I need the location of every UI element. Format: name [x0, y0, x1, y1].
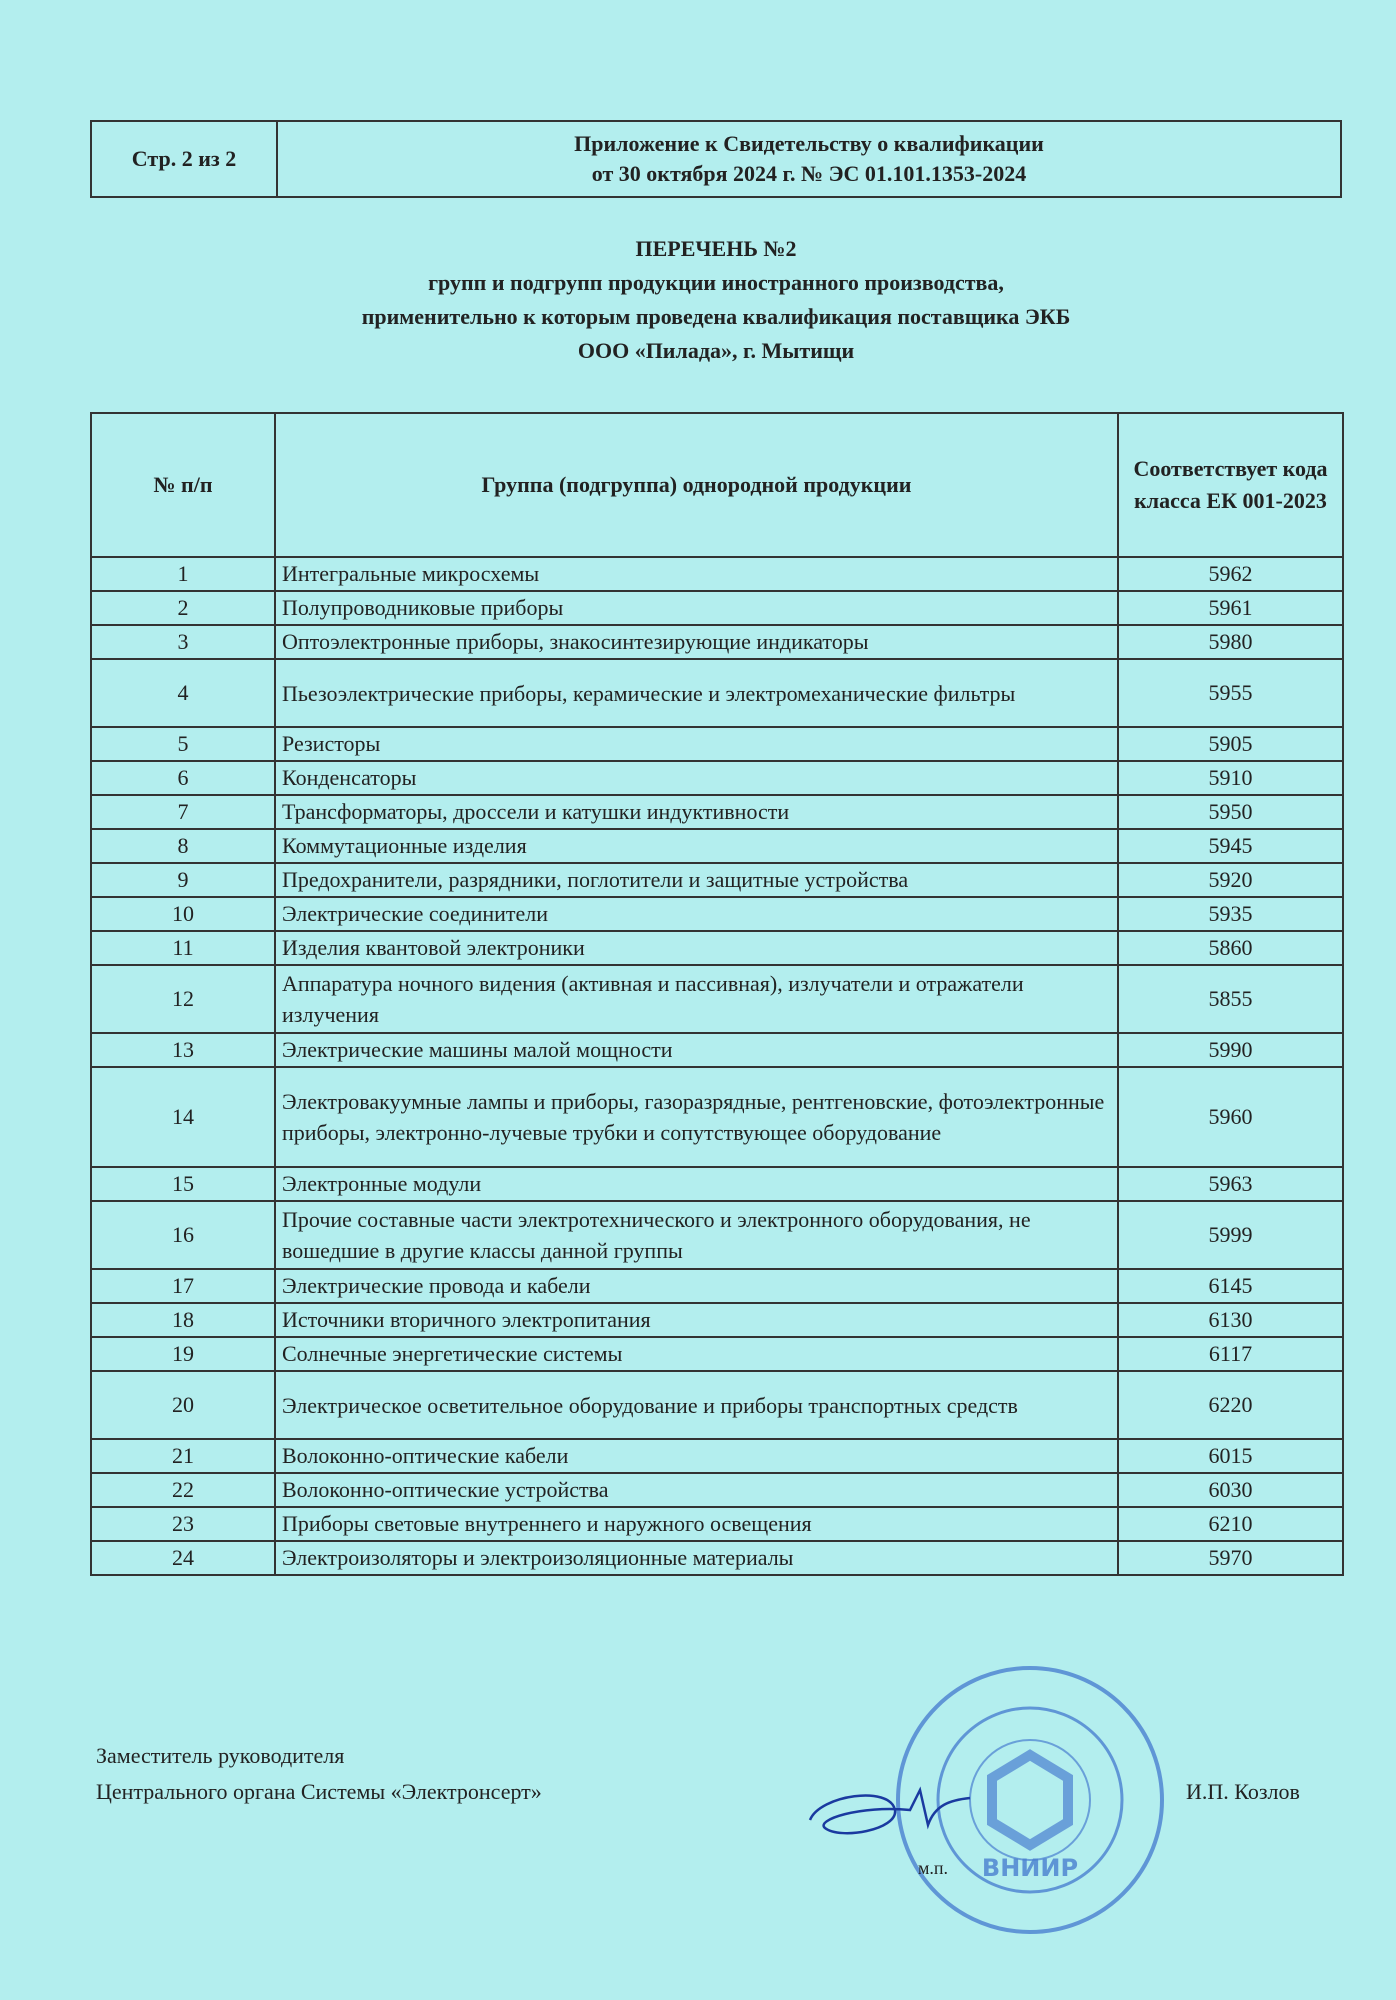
- row-number: 1: [91, 557, 275, 591]
- row-class-code: 5905: [1118, 727, 1343, 761]
- row-class-code: 5970: [1118, 1541, 1343, 1575]
- header-code-text: Соответствует кода класса ЕК 001-2023: [1133, 456, 1328, 513]
- table-row: [91, 1473, 1343, 1507]
- table-row: [91, 659, 1343, 727]
- row-number: 19: [91, 1337, 275, 1371]
- row-class-code: 6117: [1118, 1337, 1343, 1371]
- row-class-code: 5980: [1118, 625, 1343, 659]
- row-class-code: 6015: [1118, 1439, 1343, 1473]
- row-product-group: Волоконно-оптические кабели: [275, 1439, 1118, 1473]
- seal-label: ВНИИР: [981, 1854, 1079, 1882]
- row-class-code: 5950: [1118, 795, 1343, 829]
- row-number: 5: [91, 727, 275, 761]
- row-number: 12: [91, 965, 275, 1033]
- table-row: [91, 1201, 1343, 1269]
- signer-name: И.П. Козлов: [1186, 1779, 1300, 1804]
- table-row: [91, 1269, 1343, 1303]
- row-number: 14: [91, 1067, 275, 1167]
- row-product-group: Электрические соединители: [275, 897, 1118, 931]
- row-class-code: 5910: [1118, 761, 1343, 795]
- row-product-group: Электроизоляторы и электроизоляционные материалы: [275, 1541, 1118, 1575]
- row-class-code: 6210: [1118, 1507, 1343, 1541]
- row-class-code: 5962: [1118, 557, 1343, 591]
- table-body: [91, 557, 1343, 1575]
- row-number: 22: [91, 1473, 275, 1507]
- row-product-group: Электровакуумные лампы и приборы, газоразрядные, рентгеновские, фотоэлектронные приборы, электронно-лучевые трубки и сопутствующее оборудование: [275, 1067, 1118, 1167]
- row-product-group: Приборы световые внутреннего и наружного освещения: [275, 1507, 1118, 1541]
- row-number: 4: [91, 659, 275, 727]
- row-number: 18: [91, 1303, 275, 1337]
- table-row: [91, 1541, 1343, 1575]
- row-product-group: Интегральные микросхемы: [275, 557, 1118, 591]
- row-product-group: Изделия квантовой электроники: [275, 931, 1118, 965]
- row-class-code: 6030: [1118, 1473, 1343, 1507]
- row-product-group: Источники вторичного электропитания: [275, 1303, 1118, 1337]
- row-number: 6: [91, 761, 275, 795]
- header-num: № п/п: [91, 413, 275, 557]
- row-number: 2: [91, 591, 275, 625]
- header-code: [1118, 413, 1343, 557]
- table-row: [91, 1303, 1343, 1337]
- row-product-group: Электрические провода и кабели: [275, 1269, 1118, 1303]
- row-product-group: Предохранители, разрядники, поглотители и защитные устройства: [275, 863, 1118, 897]
- table-row: [91, 1167, 1343, 1201]
- row-product-group: Аппаратура ночного видения (активная и пассивная), излучатели и отражатели излучения: [275, 965, 1118, 1033]
- row-class-code: 5945: [1118, 829, 1343, 863]
- row-product-group: Электрическое осветительное оборудование и приборы транспортных средств: [275, 1371, 1118, 1439]
- row-class-code: 5920: [1118, 863, 1343, 897]
- row-class-code: 5955: [1118, 659, 1343, 727]
- row-class-code: 6145: [1118, 1269, 1343, 1303]
- row-number: 23: [91, 1507, 275, 1541]
- row-number: 17: [91, 1269, 275, 1303]
- list-title-line3: применительно к которым проведена квалификация поставщика ЭКБ: [361, 304, 1071, 329]
- row-class-code: 5990: [1118, 1033, 1343, 1067]
- row-number: 24: [91, 1541, 275, 1575]
- table-row: [91, 1439, 1343, 1473]
- table-row: [91, 625, 1343, 659]
- row-class-code: 5961: [1118, 591, 1343, 625]
- row-number: 9: [91, 863, 275, 897]
- product-groups-table: [90, 412, 1344, 1576]
- list-title-line1: ПЕРЕЧЕНЬ №2: [635, 236, 797, 261]
- row-product-group: Оптоэлектронные приборы, знакосинтезирующие индикаторы: [275, 625, 1118, 659]
- signer-position: [96, 1738, 542, 1810]
- signer-position-line1: Заместитель руководителя: [96, 1743, 345, 1768]
- list-title: [90, 232, 1342, 368]
- table-row: [91, 1371, 1343, 1439]
- row-number: 15: [91, 1167, 275, 1201]
- table-row: [91, 829, 1343, 863]
- handwritten-signature: [800, 1770, 980, 1860]
- table-row: [91, 897, 1343, 931]
- table-row: [91, 1067, 1343, 1167]
- row-class-code: 5935: [1118, 897, 1343, 931]
- table-row: [91, 1507, 1343, 1541]
- row-number: 7: [91, 795, 275, 829]
- row-number: 20: [91, 1371, 275, 1439]
- row-product-group: Конденсаторы: [275, 761, 1118, 795]
- row-class-code: 5999: [1118, 1201, 1343, 1269]
- row-product-group: Трансформаторы, дроссели и катушки индуктивности: [275, 795, 1118, 829]
- row-number: 10: [91, 897, 275, 931]
- table-row: [91, 1033, 1343, 1067]
- row-product-group: Коммутационные изделия: [275, 829, 1118, 863]
- table-row: [91, 795, 1343, 829]
- row-class-code: 5860: [1118, 931, 1343, 965]
- row-class-code: 5855: [1118, 965, 1343, 1033]
- row-class-code: 6130: [1118, 1303, 1343, 1337]
- appendix-title-line2: от 30 октября 2024 г. № ЭС 01.101.1353-2024: [591, 161, 1027, 186]
- row-number: 13: [91, 1033, 275, 1067]
- list-title-line4: ООО «Пилада», г. Мытищи: [577, 338, 855, 363]
- row-class-code: 5960: [1118, 1067, 1343, 1167]
- table-row: [91, 863, 1343, 897]
- row-class-code: 5963: [1118, 1167, 1343, 1201]
- row-product-group: Прочие составные части электротехнического и электронного оборудования, не вошедшие в другие классы данной группы: [275, 1201, 1118, 1269]
- row-number: 8: [91, 829, 275, 863]
- seal-place-label: м.п.: [918, 1858, 949, 1878]
- row-product-group: Электрические машины малой мощности: [275, 1033, 1118, 1067]
- table-row: [91, 761, 1343, 795]
- row-product-group: Солнечные энергетические системы: [275, 1337, 1118, 1371]
- row-number: 3: [91, 625, 275, 659]
- row-product-group: Электронные модули: [275, 1167, 1118, 1201]
- row-product-group: Волоконно-оптические устройства: [275, 1473, 1118, 1507]
- table-row: [91, 1337, 1343, 1371]
- row-product-group: Пьезоэлектрические приборы, керамические и электромеханические фильтры: [275, 659, 1118, 727]
- row-number: 11: [91, 931, 275, 965]
- row-number: 16: [91, 1201, 275, 1269]
- table-row: [91, 931, 1343, 965]
- table-row: [91, 591, 1343, 625]
- document-header: [90, 120, 1342, 198]
- table-row: [91, 557, 1343, 591]
- page-number: Стр. 2 из 2: [92, 122, 278, 196]
- row-product-group: Резисторы: [275, 727, 1118, 761]
- table-row: [91, 727, 1343, 761]
- header-name: Группа (подгруппа) однородной продукции: [275, 413, 1118, 557]
- row-class-code: 6220: [1118, 1371, 1343, 1439]
- row-number: 21: [91, 1439, 275, 1473]
- signer-position-line2: Центрального органа Системы «Электронсерт»: [96, 1779, 542, 1804]
- row-product-group: Полупроводниковые приборы: [275, 591, 1118, 625]
- table-header-row: [91, 413, 1343, 557]
- appendix-title: [278, 122, 1340, 196]
- list-title-line2: групп и подгрупп продукции иностранного производства,: [428, 270, 1004, 295]
- appendix-title-line1: Приложение к Свидетельству о квалификации: [574, 131, 1044, 156]
- table-row: [91, 965, 1343, 1033]
